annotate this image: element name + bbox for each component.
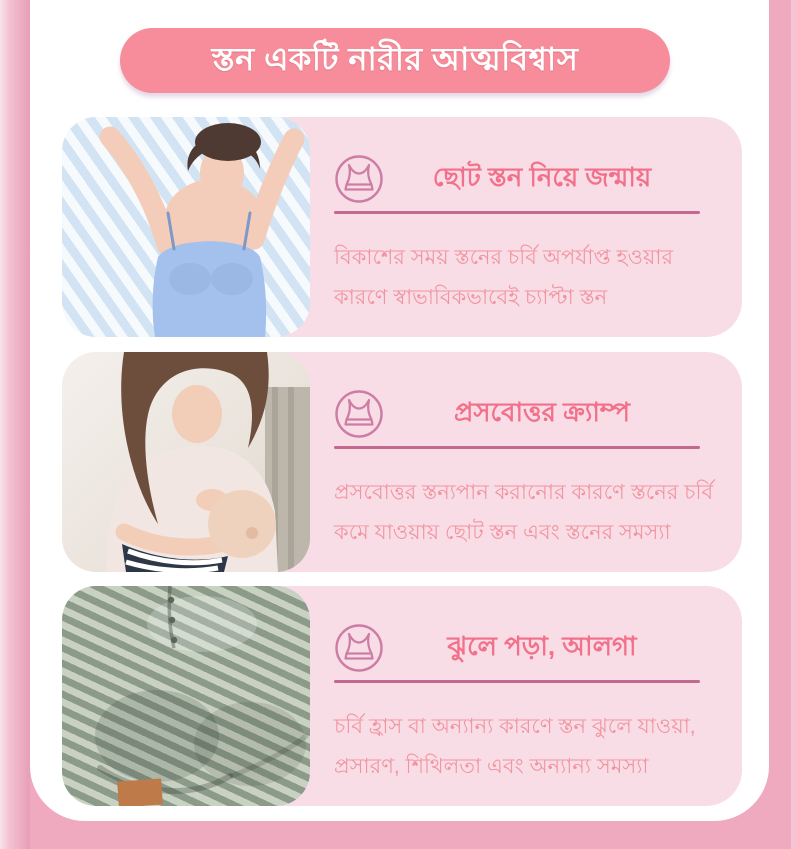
card-content [334,586,700,806]
photo-illustration [62,352,310,572]
heading-underline [334,446,700,449]
photo-woman-arms-raised [62,117,310,337]
photo-sagging-striped-sweater [62,586,310,806]
heading-underline [334,680,700,683]
photo-illustration [62,586,310,806]
card-postpartum [62,352,742,572]
bra-icon [334,154,384,204]
card-heading: ঝুলে পড়া, আলগা [447,631,637,661]
title-banner [120,28,670,93]
bra-icon [334,623,384,673]
page-right-edge [791,0,795,849]
card-body-text: বিকাশের সময় স্তনের চর্বি অপর্যাপ্ত হওয়ার কারণে স্বাভাবিকভাবেই চ্যাপ্টা স্তন [334,246,674,309]
card-body-text: প্রসবোত্তর স্তন্যপান করানোর কারণে স্তনের চর্বি কমে যাওয়ায় ছোট স্তন এবং স্তনের সমস্যা [334,481,714,544]
bra-icon [334,389,384,439]
card-body-text: চর্বি হ্রাস বা অন্যান্য কারণে স্তন ঝুলে যাওয়া, প্রসারণ, শিথিলতা এবং অন্যান্য সমস্যা [334,715,696,778]
card-content [334,352,714,572]
page-left-edge [0,0,30,849]
card-small-breasts [62,117,742,337]
page-title: স্তন একটি নারীর আত্মবিশ্বাস [211,40,579,77]
heading-underline [334,211,700,214]
photo-illustration [62,117,310,337]
card-content [334,117,700,337]
photo-mother-breastfeeding [62,352,310,572]
card-sagging [62,586,742,806]
card-heading: ছোট স্তন নিয়ে জন্মায় [432,162,652,192]
card-heading: প্রসবোত্তর ক্র্যাম্প [453,397,631,427]
